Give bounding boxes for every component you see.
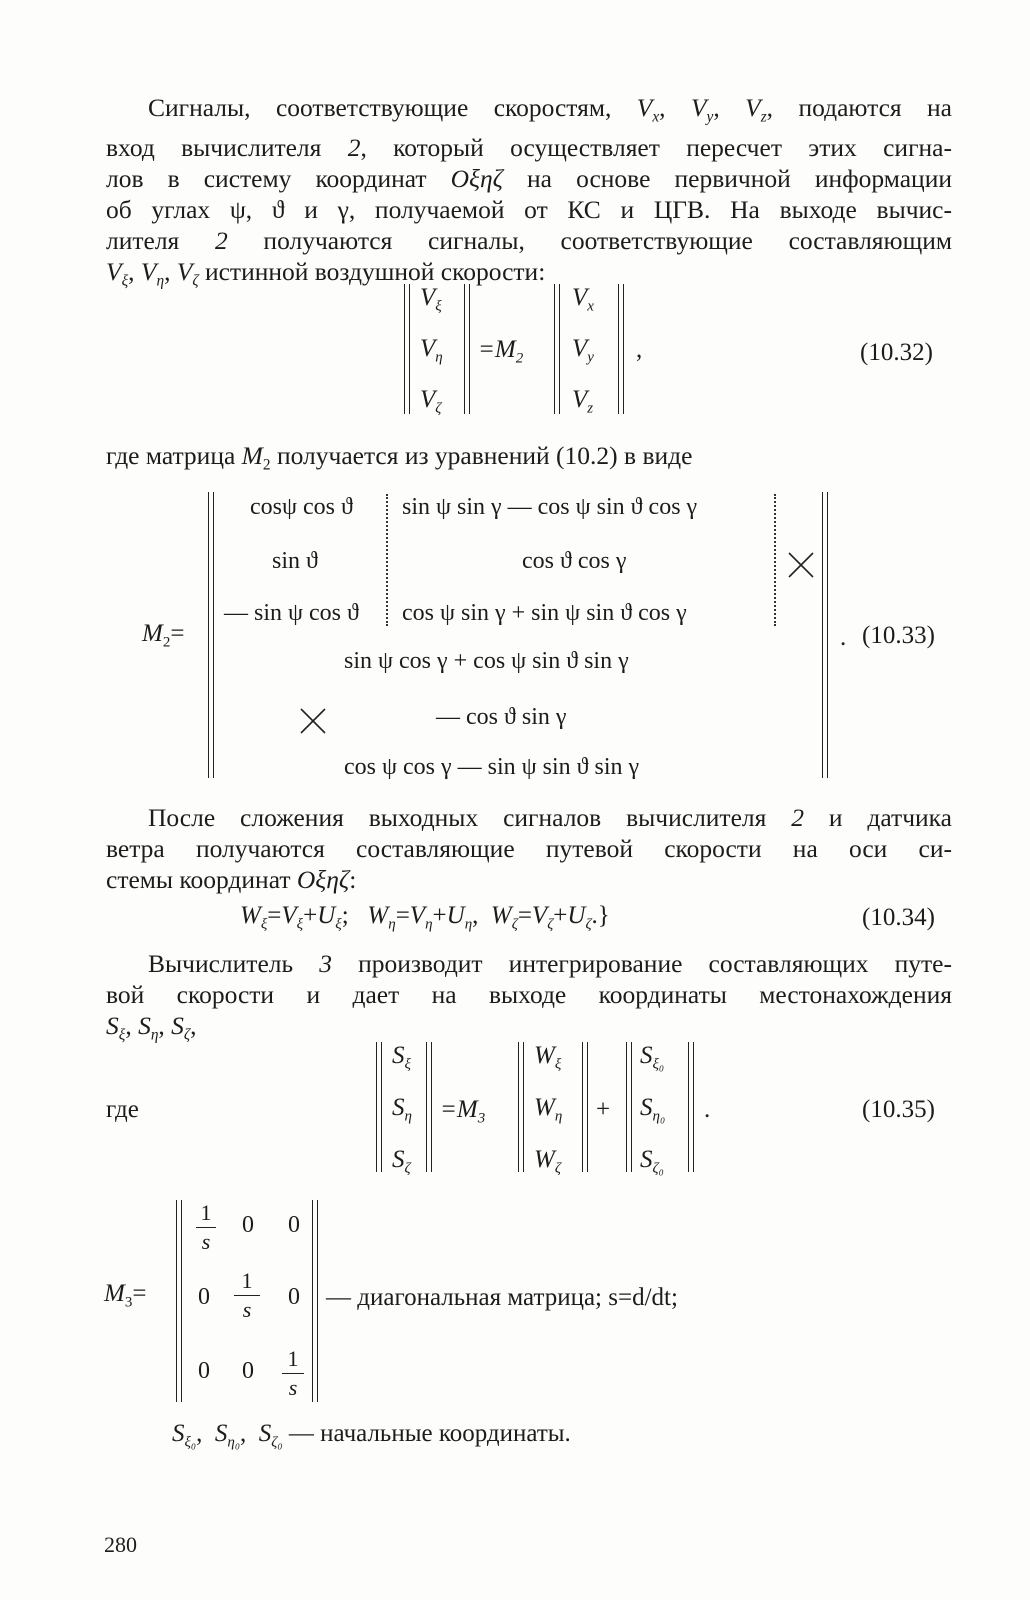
m2-r5: — cos ϑ sin γ <box>436 704 567 730</box>
equation-number: (10.35) <box>862 1096 935 1123</box>
matrix-bracket <box>376 1042 382 1172</box>
paragraph-3 <box>106 802 952 895</box>
m2-r4: sin ψ cos γ + cos ψ sin ϑ sin γ <box>344 648 629 674</box>
s-zeta: $S_\zeta$ <box>392 1146 411 1177</box>
fraction-one-over-s: 1 s <box>234 1268 260 1323</box>
vector-entry-v-x: $V_x$ <box>572 284 594 315</box>
matrix-bracket <box>426 1042 432 1172</box>
s-xi: $S_\xi$ <box>392 1042 411 1073</box>
m2-r1c2: sin ψ sin γ — cos ψ sin ϑ cos γ <box>402 494 698 520</box>
text-line: стемы координат Oξηζ: <box>106 865 357 894</box>
text-line: $V_\xi$, $V_\eta$, $V_\zeta$ истинной воздушной скорости: <box>106 257 546 290</box>
s0-xi: $S_{\xi_0}$ <box>640 1042 665 1073</box>
matrix-right-bracket <box>312 1200 318 1402</box>
equation-trailing-period: . <box>840 624 847 651</box>
equation-trailing-period: . <box>704 1096 711 1123</box>
matrix-bracket <box>518 1042 524 1172</box>
paragraph-4 <box>106 948 952 1050</box>
m3-zero: 0 <box>242 1358 254 1384</box>
equation-trailing-comma: , <box>636 336 643 363</box>
multiply-cross-icon <box>298 706 328 736</box>
multiply-cross-icon <box>786 550 816 580</box>
s-eta: $S_\eta$ <box>392 1094 412 1125</box>
vector-entry-v-eta: $V_\eta$ <box>420 335 443 366</box>
initial-coordinates: $S_{\xi_0}$, $S_{\eta_0}$, $S_{\zeta_0}$ — начальные координаты. <box>172 1420 571 1451</box>
m3-description: — диагональная матрица; s=d/dt; <box>326 1284 678 1311</box>
fraction-one-over-s: 1 s <box>282 1346 304 1401</box>
text-line: вход вычислителя 2, который осуществляет пересчет этих сигна- <box>106 133 952 163</box>
matrix-left-bracket <box>176 1200 182 1402</box>
text-line: $S_\xi$, $S_\eta$, $S_\zeta$, <box>106 1011 197 1044</box>
matrix-bracket <box>626 1042 632 1172</box>
equation-number: (10.33) <box>862 622 935 649</box>
m3-zero: 0 <box>198 1358 210 1384</box>
text-line: ветра получаются составляющие путевой скорости на оси си- <box>106 834 952 863</box>
s0-eta: $S_{\eta_0}$ <box>640 1094 666 1125</box>
m2-r2c1: sin ϑ <box>272 548 318 574</box>
matrix-left-bracket-close <box>464 284 470 414</box>
equation-number: (10.34) <box>862 904 935 931</box>
where-label: где <box>106 1096 139 1123</box>
m2-r1c1: cosψ cos ϑ <box>250 494 353 520</box>
initial-coordinates-text: — начальные координаты. <box>288 1420 571 1447</box>
matrix-right-bracket-close <box>618 284 624 414</box>
w-xi: $W_\xi$ <box>534 1042 562 1073</box>
m2-r3c2: cos ψ sin γ + sin ψ sin ϑ cos γ <box>402 600 687 626</box>
equation-number: (10.32) <box>860 339 933 366</box>
text-line: Вычислитель 3 производит интегрирование составляющих путе- <box>148 949 952 978</box>
m2-lhs: $M_2=$ <box>142 620 185 651</box>
w-eta: $W_\eta$ <box>534 1094 563 1125</box>
equals-m2: $=M_2$ <box>478 336 524 367</box>
paragraph-2 <box>106 440 692 480</box>
column-separator-1 <box>386 494 388 626</box>
column-separator-2 <box>774 494 776 626</box>
m3-zero: 0 <box>288 1284 300 1310</box>
paragraph-1 <box>106 92 952 297</box>
plus-sign: + <box>596 1096 611 1123</box>
m3-zero: 0 <box>288 1212 300 1238</box>
text-line: Сигналы, соответствующие скоростям, $V_x$, $V_y$, $V_z$, подаются на <box>148 93 953 126</box>
matrix-bracket <box>688 1042 694 1172</box>
vector-entry-v-zeta: $V_\zeta$ <box>420 386 442 417</box>
fraction-one-over-s: 1 s <box>196 1200 216 1255</box>
equals-m3: $=M_3$ <box>440 1096 486 1127</box>
matrix-right-bracket <box>554 284 560 414</box>
matrix-right-bracket <box>822 492 828 778</box>
equation-body: $W_\xi=V_\xi+U_\xi$; $W_\eta=V_\eta+U_\eta$, $W_\zeta=V_\zeta+U_\zeta$.} <box>240 902 610 933</box>
matrix-left-bracket <box>208 492 214 778</box>
matrix-left-bracket <box>404 284 410 414</box>
w-zeta: $W_\zeta$ <box>534 1146 561 1177</box>
m3-lhs: $M_3=$ <box>104 1280 147 1311</box>
text-line: об углах ψ, ϑ и γ, получаемой от КС и ЦГВ. На выходе вычис- <box>106 195 952 225</box>
matrix-bracket <box>582 1042 588 1172</box>
s0-zeta: $S_{\zeta_0}$ <box>640 1146 664 1177</box>
m3-zero: 0 <box>198 1284 210 1310</box>
text-line: лов в систему координат Oξηζ на основе первичной информации <box>106 164 952 194</box>
text-line: где матрица $M_2$ получается из уравнений (10.2) в виде <box>106 441 693 474</box>
text-line: лителя 2 получаются сигналы, соответствующие составляющим <box>106 226 952 256</box>
m2-r3c1: — sin ψ cos ϑ <box>224 600 359 626</box>
vector-entry-v-z: $V_z$ <box>572 386 594 417</box>
m2-r6: cos ψ cos γ — sin ψ sin ϑ sin γ <box>344 754 640 780</box>
vector-entry-v-y: $V_y$ <box>572 335 594 366</box>
m3-zero: 0 <box>242 1212 254 1238</box>
text-line: вой скорости и дает на выходе координаты местонахождения <box>106 980 952 1009</box>
page-number: 280 <box>104 1532 137 1557</box>
m2-r2c2: cos ϑ cos γ <box>522 548 627 574</box>
vector-entry-v-xi: $V_\xi$ <box>420 284 442 315</box>
text-line: После сложения выходных сигналов вычислителя 2 и датчика <box>148 803 952 832</box>
